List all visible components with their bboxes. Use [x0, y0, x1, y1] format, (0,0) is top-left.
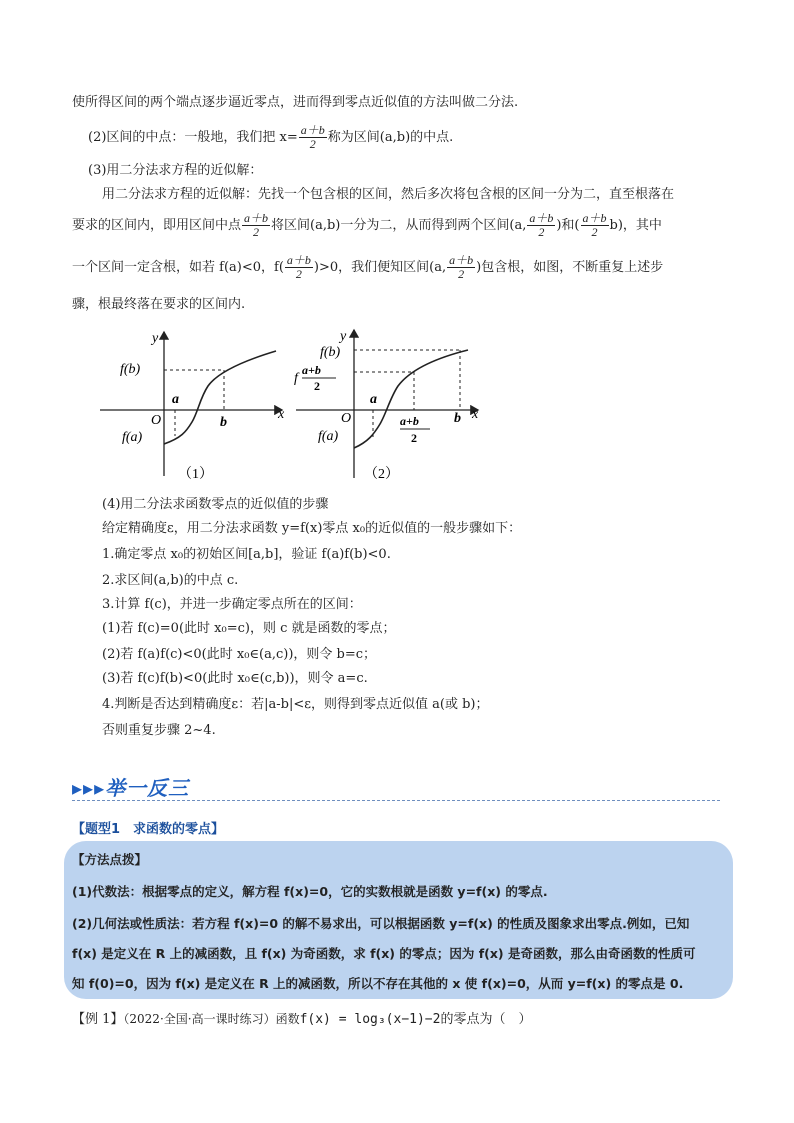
- method-geometry-line-3: 知 f(0)=0，因为 f(x) 是定义在 R 上的减函数，所以不存在其他的 x 使 f(x)=0，从而 y=f(x) 的零点是 0.: [72, 976, 684, 991]
- x-label: x: [278, 407, 285, 422]
- a-label: a: [172, 392, 179, 407]
- curve: [164, 351, 276, 444]
- fmid-den: 2: [314, 379, 320, 393]
- section-banner: [72, 772, 189, 801]
- fa-label: f(a): [122, 430, 143, 445]
- method-algebra: (1)代数法：根据零点的定义，解方程 f(x)=0，它的实数根就是函数 y=f(x) 的零点.: [72, 884, 548, 899]
- a-label: a: [370, 392, 377, 407]
- step-3a: (1)若 f(c)=0(此时 x₀=c)，则 c 就是函数的零点；: [102, 621, 396, 636]
- example-formula: f(x) = log₃(x−1)−2: [299, 1012, 441, 1027]
- example-label: 【例 1】: [72, 1012, 124, 1027]
- approx-line-3: 一个区间一定含根，如若 f(a)<0，f( $\frac{a+b}{2}$ )>0，我们便知区间(a, $\frac{a+b}{2}$ )包含根，如图，不断重复上述步: [72, 253, 664, 281]
- steps-intro: 给定精确度ε，用二分法求函数 y=f(x)零点 x₀的近似值的一般步骤如下：: [102, 521, 522, 536]
- step-5: 否则重复步骤 2~4.: [102, 723, 216, 738]
- caption-2: （2）: [364, 467, 399, 482]
- b-label: b: [220, 415, 227, 430]
- method-title: 【方法点拨】: [72, 852, 148, 867]
- mid-num: a+b: [400, 414, 419, 428]
- x-label: x: [472, 407, 479, 422]
- example-tail: 的零点为（ ）: [440, 1012, 532, 1027]
- fmid-num: a+b: [302, 363, 321, 377]
- mid-den: 2: [411, 431, 417, 445]
- steps-title: (4)用二分法求函数零点的近似值的步骤: [102, 497, 329, 512]
- step-4: 4.判断是否达到精确度ε：若|a-b|<ε，则得到零点近似值 a(或 b)；: [102, 697, 489, 712]
- banner-text: 举一反三: [105, 776, 190, 800]
- step-1: 1.确定零点 x₀的初始区间[a,b]，验证 f(a)f(b)<0.: [102, 547, 391, 562]
- step-3b: (2)若 f(a)f(c)<0(此时 x₀∈(a,c))，则令 b=c；: [102, 647, 377, 662]
- figure-1: [96, 326, 292, 486]
- approx-line-1: 用二分法求方程的近似解：先找一个包含根的区间，然后多次将包含根的区间一分为二，直至根落在: [102, 187, 675, 202]
- example-source: （2022·全国·高一课时练习）函数: [123, 1012, 300, 1026]
- origin-label: O: [341, 411, 352, 426]
- y-label: y: [340, 329, 347, 344]
- y-label: y: [152, 331, 159, 346]
- fa-label: f(a): [318, 429, 339, 444]
- approx-line-2: 要求的区间内，即用区间中点 $\frac{a+b}{2}$ 将区间(a,b)一分为二，从而得到两个区间(a, $\frac{a+b}{2}$ )和( $\frac{a+b}{2}$ b)，其中: [72, 211, 662, 239]
- b-label: b: [454, 411, 461, 426]
- fb-label: f(b): [320, 345, 341, 360]
- method-geometry-line-1: (2)几何法或性质法：若方程 f(x)=0 的解不易求出，可以根据函数 y=f(x) 的性质及图象求出零点.例如，已知: [72, 916, 690, 931]
- caption-1: （1）: [178, 467, 213, 482]
- origin-label: O: [151, 413, 162, 428]
- type-1-title: 【题型1 求函数的零点】: [72, 822, 225, 837]
- approx-line-4: 骤，根最终落在要求的区间内.: [72, 297, 246, 312]
- step-3: 3.计算 f(c)，并进一步确定零点所在的区间：: [102, 597, 362, 612]
- example-1: [72, 1010, 531, 1029]
- midpoint-suffix: 称为区间(a,b)的中点.: [327, 130, 454, 145]
- step-3c: (3)若 f(c)f(b)<0(此时 x₀∈(c,b))，则令 a=c.: [102, 671, 368, 686]
- figure-2: [290, 326, 486, 486]
- banner-divider: [72, 800, 720, 801]
- midpoint-definition: [88, 124, 453, 151]
- approx-title: (3)用二分法求方程的近似解：: [88, 163, 263, 178]
- fmid-f-label: f: [294, 371, 298, 386]
- banner-arrows: ▸▸▸: [72, 776, 106, 800]
- fb-label: f(b): [120, 362, 141, 377]
- intro-line: 使所得区间的两个端点逐步逼近零点，进而得到零点近似值的方法叫做二分法.: [72, 95, 519, 110]
- step-2: 2.求区间(a,b)的中点 c.: [102, 573, 239, 588]
- method-geometry-line-2: f(x) 是定义在 R 上的减函数，且 f(x) 为奇函数，求 f(x) 的零点；因为 f(x) 是奇函数，那么由奇函数的性质可: [72, 946, 696, 961]
- midpoint-prefix: (2)区间的中点：一般地，我们把 x=: [88, 130, 298, 145]
- midpoint-fraction: $\frac{a+b}{2}$: [300, 123, 325, 151]
